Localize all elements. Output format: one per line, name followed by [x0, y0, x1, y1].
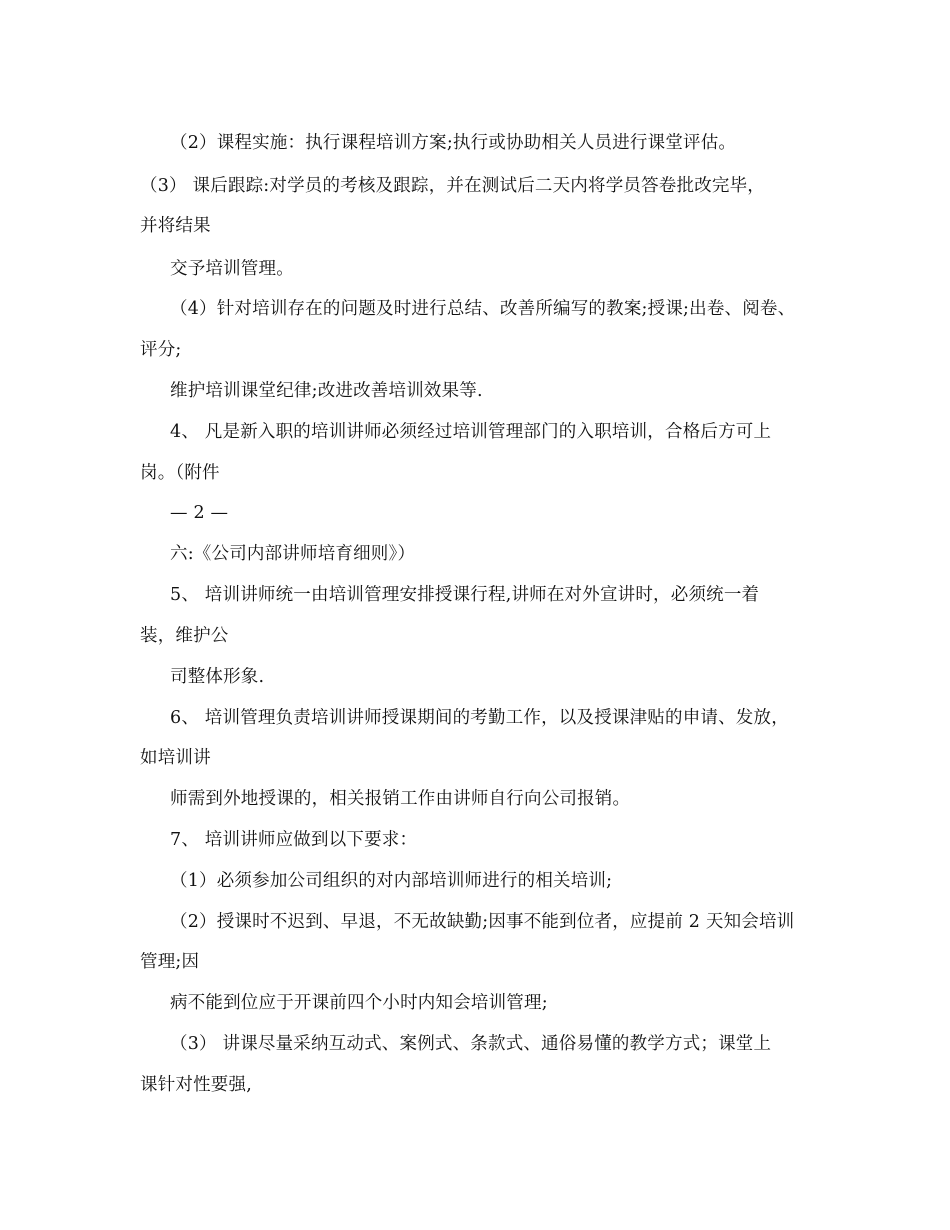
text-line: （4）针对培训存在的问题及时进行总结、改善所编写的教案;授课;出卷、阅卷、 [170, 299, 796, 319]
text-line: 装，维护公 [140, 626, 229, 646]
text-line: 司整体形象. [170, 667, 265, 687]
text-line: （1）必须参加公司组织的对内部培训师进行的相关培训; [170, 871, 613, 891]
page-number: — 2 — [170, 503, 229, 523]
text-line: （2）授课时不迟到、早退，不无故缺勤;因事不能到位者，应提前 2 天知会培训 [170, 912, 795, 932]
text-line: （3） 课后跟踪:对学员的考核及跟踪，并在测试后二天内将学员答卷批改完毕， [140, 176, 765, 196]
text-line: 六:《公司内部讲师培育细则》） [170, 544, 416, 564]
text-line: 评分; [140, 340, 182, 360]
text-line: 交予培训管理。 [170, 259, 294, 279]
text-line: 岗。（附件 [140, 463, 220, 483]
text-line: 如培训讲 [140, 748, 211, 768]
text-line: 7、 培训讲师应做到以下要求： [170, 830, 418, 850]
text-line: （3） 讲课尽量采纳互动式、案例式、条款式、通俗易懂的教学方式；课堂上 [170, 1034, 772, 1054]
text-line: 并将结果 [140, 216, 211, 236]
text-line: 病不能到位应于开课前四个小时内知会培训管理; [170, 993, 548, 1013]
text-line: 管理;因 [140, 952, 200, 972]
text-line: 4、 凡是新入职的培训讲师必须经过培训管理部门的入职培训，合格后方可上 [170, 422, 772, 442]
text-line: 师需到外地授课的，相关报销工作由讲师自行向公司报销。 [170, 789, 631, 809]
text-line: （2）课程实施：执行课程培训方案;执行或协助相关人员进行课堂评估。 [170, 133, 737, 153]
text-line: 维护培训课堂纪律;改进改善培训效果等. [170, 381, 483, 401]
text-line: 5、 培训讲师统一由培训管理安排授课行程,讲师在对外宣讲时，必须统一着 [170, 585, 760, 605]
text-line: 课针对性要强, [140, 1075, 252, 1095]
text-line: 6、 培训管理负责培训讲师授课期间的考勤工作，以及授课津贴的申请、发放， [170, 708, 789, 728]
